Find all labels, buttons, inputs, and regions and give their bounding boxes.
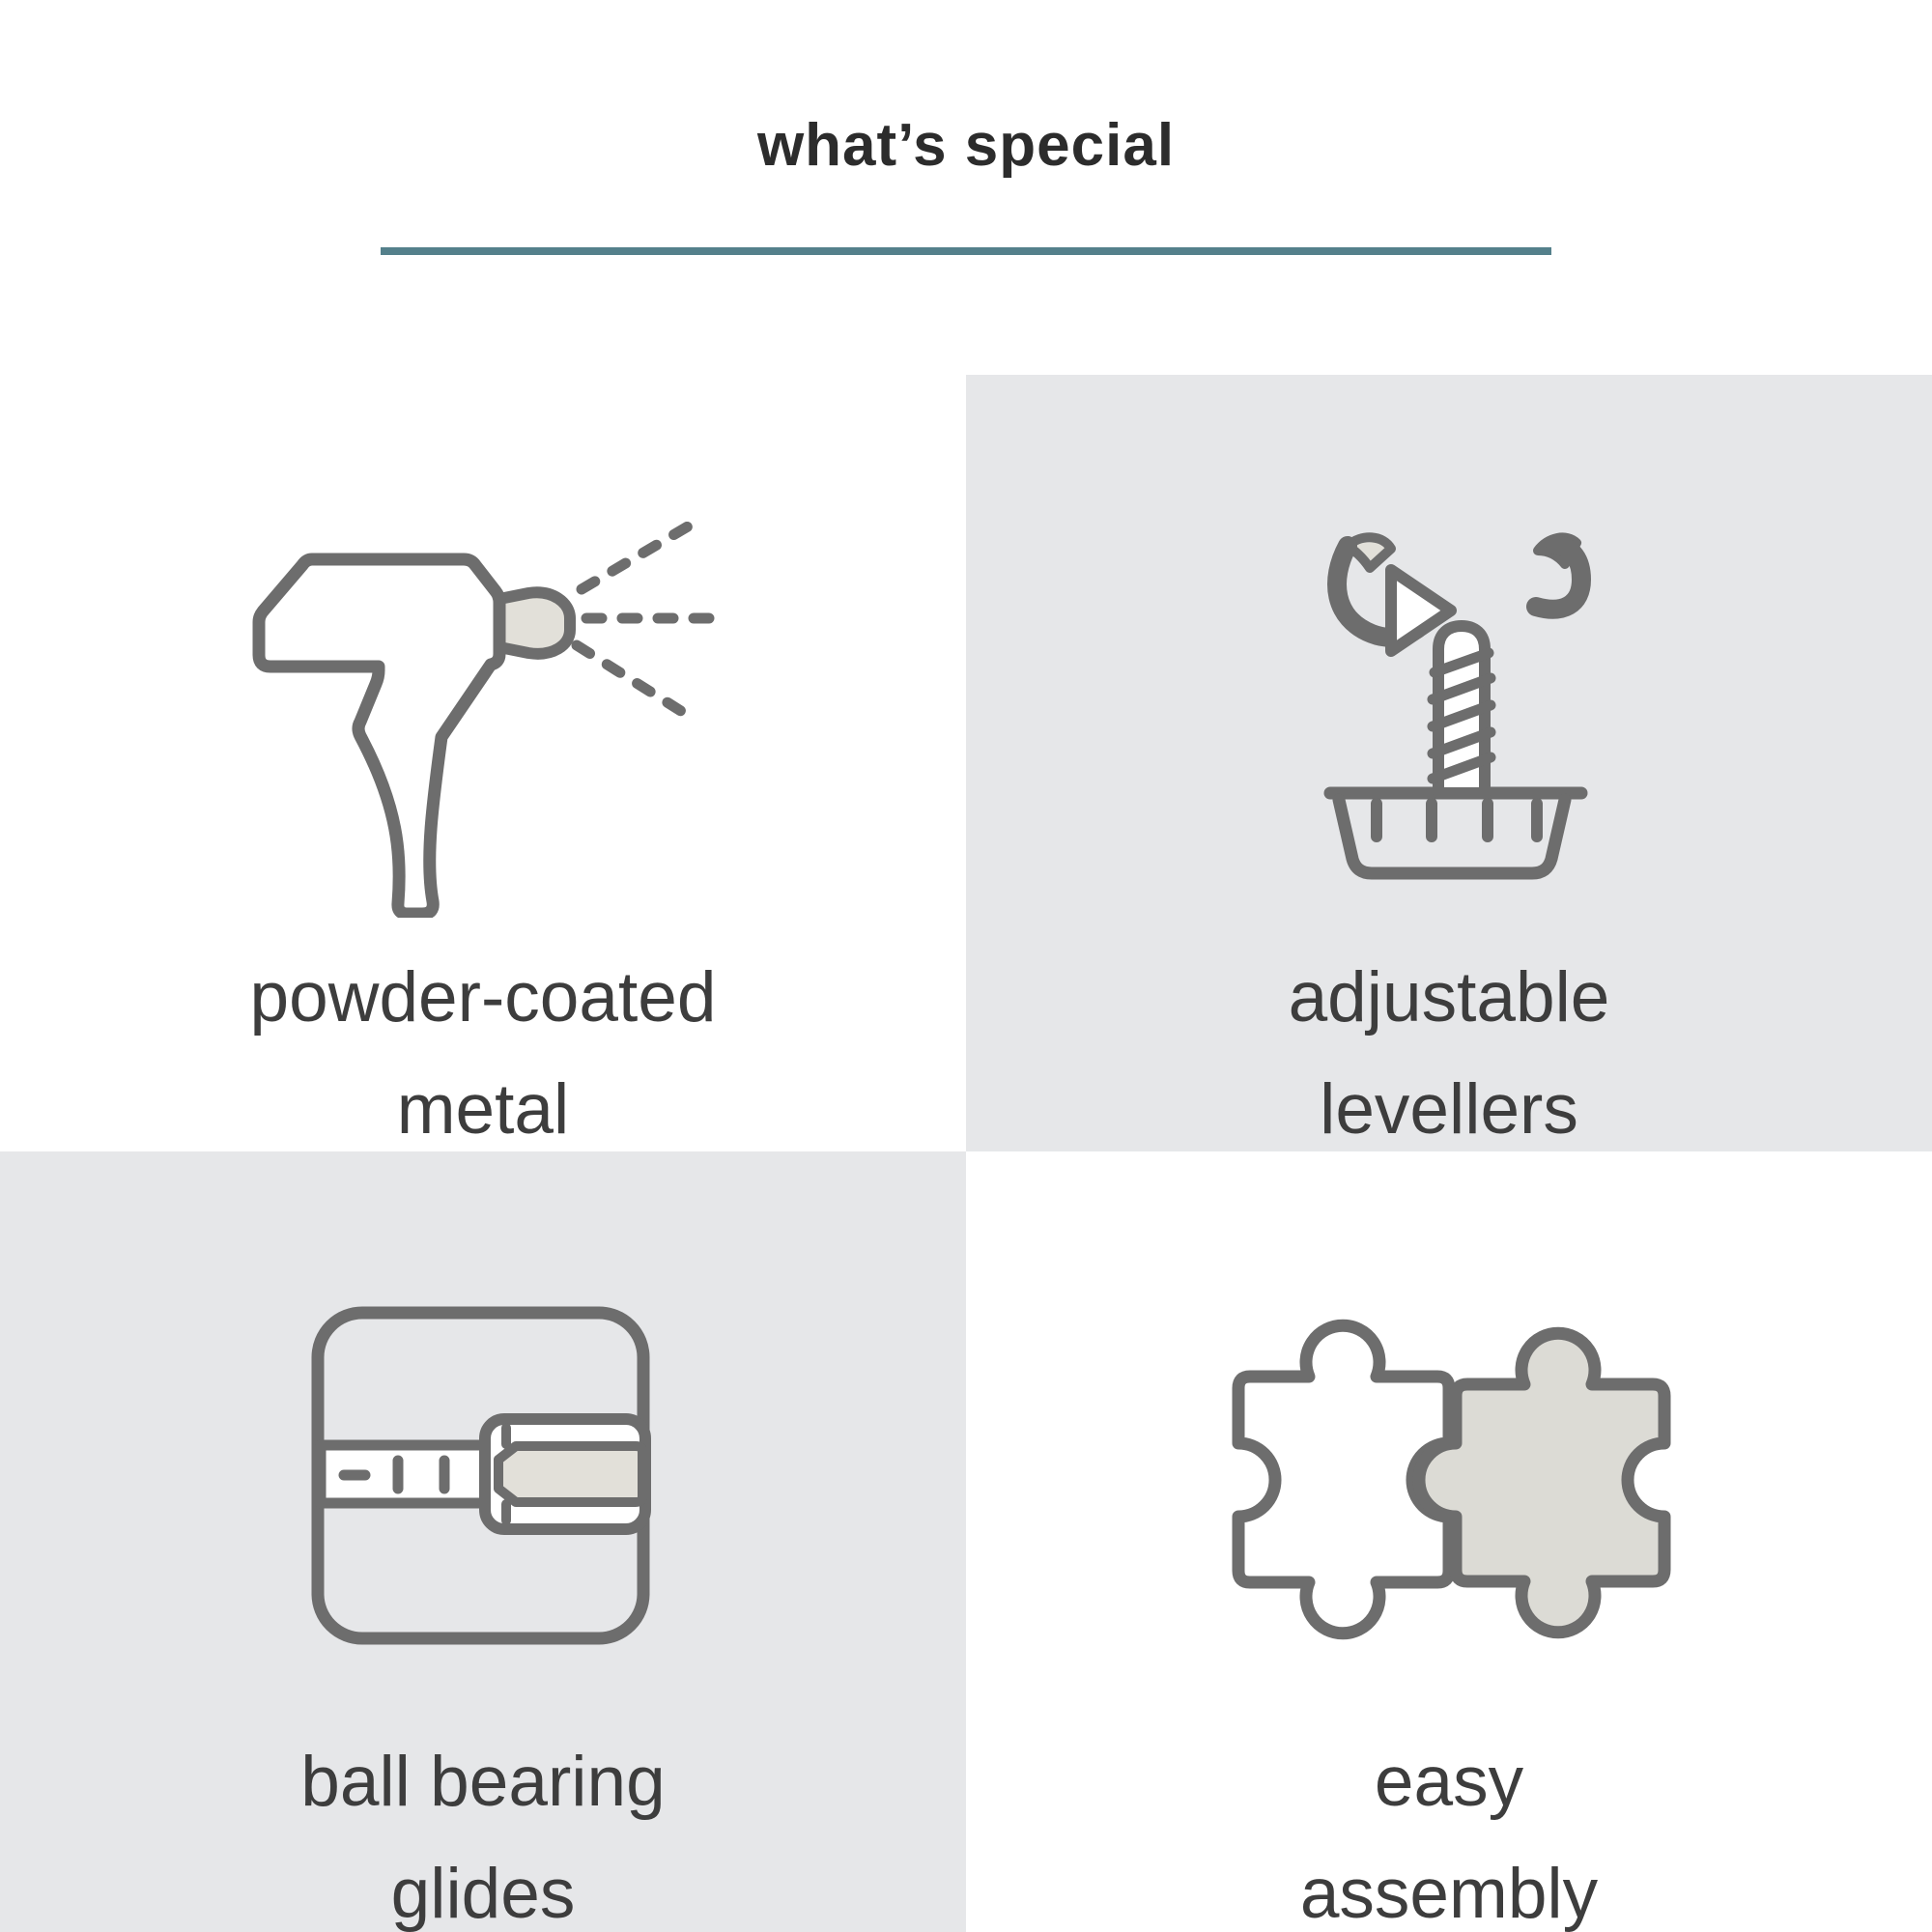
page-title: what’s special	[756, 112, 1176, 179]
rotate-ribbon-right	[1536, 537, 1581, 609]
feature-label-adjustable-levellers	[966, 942, 1932, 1166]
feature-label-powder-coated-metal	[0, 942, 966, 1166]
title-underline	[381, 247, 1551, 255]
spray-mist-dashes	[577, 526, 710, 713]
feature-label-line: easy	[1374, 1743, 1524, 1821]
feature-label-ball-bearing-glides	[0, 1726, 966, 1932]
feature-label-line: ball bearing	[300, 1743, 666, 1821]
drawer-slide-icon	[309, 1299, 657, 1647]
glide-extension-bar	[498, 1446, 642, 1502]
spray-gun-icon	[242, 522, 744, 918]
spray-gun-nozzle	[499, 592, 570, 653]
rotating-leveller-screw-icon	[1294, 522, 1604, 889]
puzzle-piece-right	[1419, 1333, 1664, 1633]
feature-label-line: adjustable	[1288, 958, 1610, 1037]
feature-label-easy-assembly	[966, 1726, 1932, 1932]
puzzle-pieces-icon	[1217, 1304, 1671, 1652]
feature-label-line: levellers	[1320, 1070, 1578, 1149]
feature-label-line: metal	[396, 1070, 570, 1149]
feature-label-line: powder-coated	[249, 958, 717, 1037]
rotate-arrow-left	[1337, 537, 1451, 651]
feature-label-line: assembly	[1299, 1855, 1599, 1932]
leveller-base-ticks	[1377, 804, 1537, 837]
feature-label-line: glides	[390, 1855, 576, 1932]
spray-gun-body	[259, 559, 499, 914]
